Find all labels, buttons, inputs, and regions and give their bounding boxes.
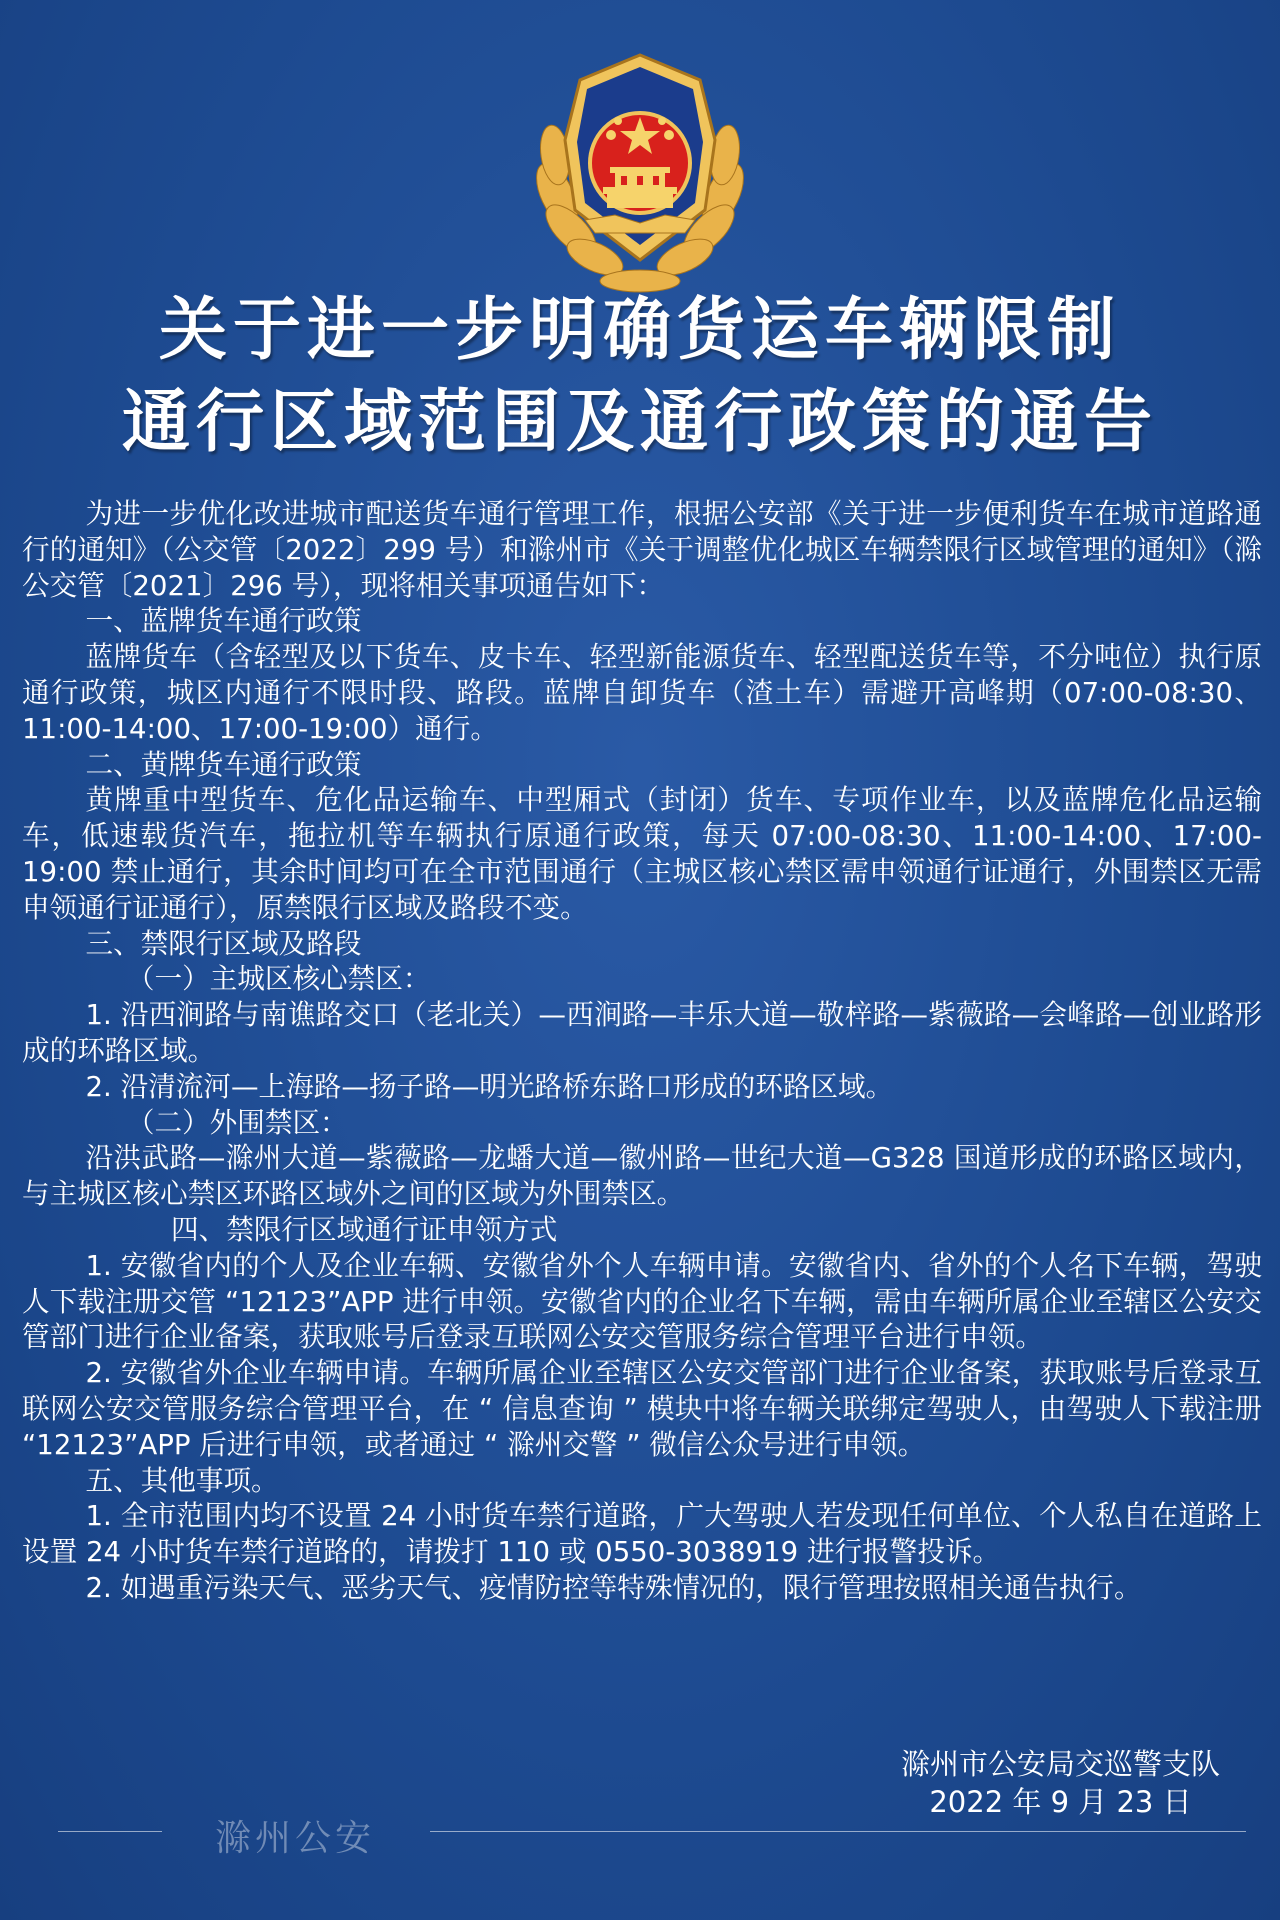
footer-divider-right [430,1831,1246,1832]
section-4-heading: 四、禁限行区域通行证申领方式 [171,1212,558,1246]
issuing-organization: 滁州市公安局交巡警支队 [900,1747,1220,1781]
footer-divider-left [58,1831,162,1832]
section-3-heading: 三、禁限行区域及路段 [85,926,362,960]
section-5-item-1: 1. 全市范围内均不设置 24 小时货车禁行道路，广大驾驶人若发现任何单位、个人私自在道路上设置 24 小时货车禁行道路的，请拨打 110 或 0550-3038919 进行报警投诉。 [22,1499,1262,1569]
signature-block [901,1745,1220,1821]
notice-body [22,496,1262,1606]
footer-brand: 滁州公安 [215,1818,376,1859]
title-line-1: 关于进一步明确货运车辆限制 [158,291,1121,370]
title-line-2: 通行区域范围及通行政策的通告 [121,383,1158,462]
issue-date: 2022 年 9 月 23 日 [929,1785,1192,1819]
police-emblem-icon [515,45,765,295]
intro-paragraph: 为进一步优化改进城市配送货车通行管理工作，根据公安部《关于进一步便利货车在城市道路通行的通知》（公交管〔2022〕299 号）和滁州市《关于调整优化城区车辆禁限行区域管理的通知》（滁公交管〔2021〕296 号），现将相关事项通告如下： [22,497,1262,602]
notice-title [0,285,1280,469]
section-3-subheading-2: （二）外围禁区： [126,1105,348,1139]
section-2-text: 黄牌重中型货车、危化品运输车、中型厢式（封闭）货车、专项作业车，以及蓝牌危化品运输车，低速载货汽车，拖拉机等车辆执行原通行政策，每天 07:00-08:30、11:00-14:00、17:00-19:00 禁止通行，其余时间均可在全市范围通行（主城区核心禁区需申领通行证通行，外围禁区无需申领通行证通行），原禁限行区域及路段不变。 [22,783,1262,924]
section-1-text: 蓝牌货车（含轻型及以下货车、皮卡车、轻型新能源货车、轻型配送货车等，不分吨位）执行原通行政策，城区内通行不限时段、路段。蓝牌自卸货车（渣土车）需避开高峰期（07:00-08:30、11:00-14:00、17:00-19:00）通行。 [22,640,1262,745]
section-3-item-2: 2. 沿清流河—上海路—扬子路—明光路桥东路口形成的环路区域。 [85,1069,894,1103]
section-3-subheading-1: （一）主城区核心禁区： [126,962,431,996]
section-3-item-1: 1. 沿西涧路与南谯路交口（老北关）—西涧路—丰乐大道—敬梓路—紫薇路—会峰路—创业路形成的环路区域。 [22,998,1262,1067]
section-5-heading: 五、其他事项。 [85,1463,279,1497]
section-4-item-2: 2. 安徽省外企业车辆申请。车辆所属企业至辖区公安交管部门进行企业备案，获取账号后登录互联网公安交管服务综合管理平台，在 “ 信息查询 ” 模块中将车辆关联绑定驾驶人，由驾驶人下载注册 “12123”APP 后进行申领，或者通过 “ 滁州交警 ” 微信公众号进行申领。 [22,1356,1262,1461]
section-3-text-2: 沿洪武路—滁州大道—紫薇路—龙蟠大道—徽州路—世纪大道—G328 国道形成的环路区域内，与主城区核心禁区环路区域外之间的区域为外围禁区。 [22,1141,1262,1211]
section-2-heading: 二、黄牌货车通行政策 [85,747,362,781]
section-1-heading: 一、蓝牌货车通行政策 [85,604,362,638]
section-5-item-2: 2. 如遇重污染天气、恶劣天气、疫情防控等特殊情况的，限行管理按照相关通告执行。 [85,1570,1142,1604]
section-4-item-1: 1. 安徽省内的个人及企业车辆、安徽省外个人车辆申请。安徽省内、省外的个人名下车辆，驾驶人下载注册交管 “12123”APP 进行申领。安徽省内的企业名下车辆，需由车辆所属企业至辖区公安交管部门进行企业备案，获取账号后登录互联网公安交管服务综合管理平台进行申领。 [22,1248,1262,1354]
